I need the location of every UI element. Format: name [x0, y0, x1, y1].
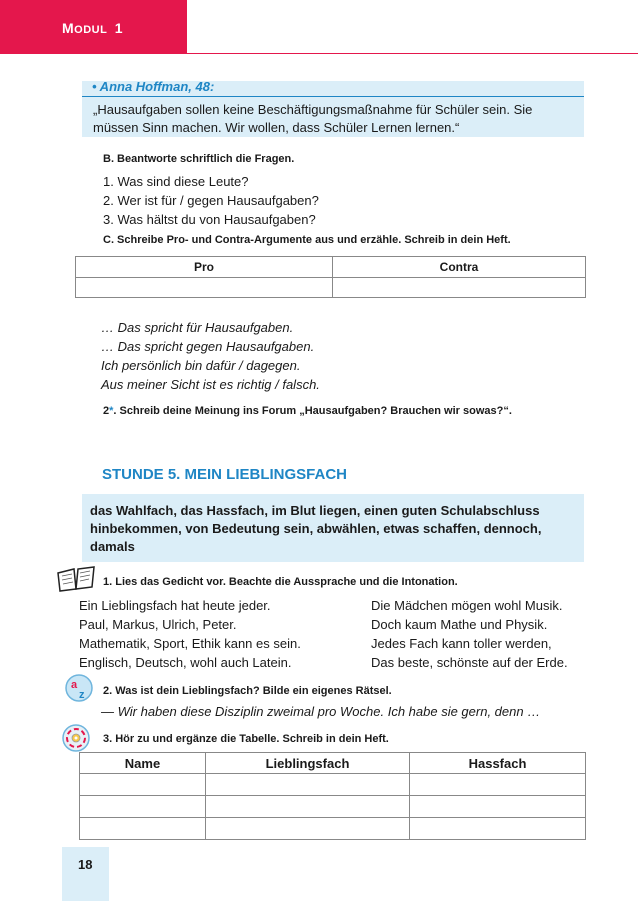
- phrase-item: … Das spricht für Hausaufgaben.: [101, 320, 294, 335]
- quote-author: • Anna Hoffman, 48:: [92, 79, 215, 94]
- hassfach-column-header: Hassfach: [410, 753, 586, 774]
- pro-cell: [76, 278, 333, 298]
- poem-line: Die Mädchen mögen wohl Musik.: [371, 598, 563, 613]
- poem-line: Mathematik, Sport, Ethik kann es sein.: [79, 636, 301, 651]
- poem-left-column: [79, 596, 301, 672]
- task-b-heading: B. Beantworte schriftlich die Fragen.: [103, 153, 295, 165]
- poem-line: Ein Lieblingsfach hat heute jeder.: [79, 598, 271, 613]
- table-cell: [80, 818, 206, 840]
- poem-line: Englisch, Deutsch, wohl auch Latein.: [79, 655, 292, 670]
- fach-table: [79, 752, 586, 840]
- ex3-heading: 3. Hör zu und ergänze die Tabelle. Schreib in dein Heft.: [103, 733, 389, 745]
- table-cell: [206, 796, 410, 818]
- table-cell: [410, 818, 586, 840]
- table-cell: [410, 774, 586, 796]
- name-column-header: Name: [80, 753, 206, 774]
- quote-divider: [82, 96, 584, 97]
- module-label-rest: ODUL: [74, 24, 108, 36]
- task-2star-heading: [103, 405, 512, 417]
- table-cell: [410, 796, 586, 818]
- table-cell: [80, 796, 206, 818]
- poem-line: Doch kaum Mathe und Physik.: [371, 617, 548, 632]
- contra-cell: [333, 278, 586, 298]
- vocabulary-box: das Wahlfach, das Hassfach, im Blut liegen, einen guten Schulabschluss hinbekommen, von Bedeutung sein, abwählen, etwas schaffen, dennoch, damals: [82, 494, 584, 562]
- ex1-heading: 1. Lies das Gedicht vor. Beachte die Aussprache und die Intonation.: [103, 576, 458, 588]
- module-tab: [0, 0, 187, 54]
- phrase-item: … Das spricht gegen Hausaufgaben.: [101, 339, 315, 354]
- poem-line: Das beste, schönste auf der Erde.: [371, 655, 568, 670]
- task-text: . Schreib deine Meinung ins Forum „Hausaufgaben? Brauchen wir sowas?“.: [113, 405, 512, 417]
- phrase-item: Ich persönlich bin dafür / dagegen.: [101, 358, 301, 373]
- table-cell: [206, 818, 410, 840]
- icon-letter-z: z: [79, 689, 85, 701]
- header-rule: [187, 53, 638, 54]
- table-cell: [80, 774, 206, 796]
- module-number: 1: [114, 20, 124, 36]
- lieblingsfach-column-header: Lieblingsfach: [206, 753, 410, 774]
- poem-line: Jedes Fach kann toller werden,: [371, 636, 552, 651]
- ex2-example-line: — Wir haben diese Disziplin zweimal pro Woche. Ich habe sie gern, denn …: [101, 704, 541, 719]
- ex2-heading: 2. Was ist dein Lieblingsfach? Bilde ein eigenes Rätsel.: [103, 685, 392, 697]
- phrase-list: [101, 318, 320, 394]
- pro-column-header: Pro: [76, 257, 333, 278]
- star-marker: *: [109, 405, 114, 417]
- icon-letter-a: a: [71, 679, 78, 691]
- lesson-title: STUNDE 5. MEIN LIEBLINGSFACH: [102, 466, 348, 483]
- table-cell: [206, 774, 410, 796]
- question-item: 2. Wer ist für / gegen Hausaufgaben?: [103, 193, 319, 208]
- phrase-item: Aus meiner Sicht ist es richtig / falsch.: [101, 377, 320, 392]
- task-b-questions: [103, 172, 319, 229]
- contra-column-header: Contra: [333, 257, 586, 278]
- quote-text: „Hausaufgaben sollen keine Beschäftigungsmaßnahme für Schüler sein. Sie müssen Sinn machen. Wir wollen, dass Schüler Lernen lernen.“: [93, 102, 533, 135]
- pro-contra-table: [75, 256, 586, 298]
- module-label-first: M: [62, 20, 75, 36]
- task-c-heading: C. Schreibe Pro- und Contra-Argumente aus und erzähle. Schreib in dein Heft.: [103, 234, 511, 246]
- page-number: 18: [62, 847, 109, 901]
- question-item: 3. Was hältst du von Hausaufgaben?: [103, 212, 316, 227]
- alphabet-puzzle-icon: [64, 673, 94, 708]
- task-number: 2: [103, 405, 110, 417]
- poem-line: Paul, Markus, Ulrich, Peter.: [79, 617, 237, 632]
- question-item: 1. Was sind diese Leute?: [103, 174, 249, 189]
- poem-right-column: [371, 596, 568, 672]
- open-book-icon: [56, 565, 96, 598]
